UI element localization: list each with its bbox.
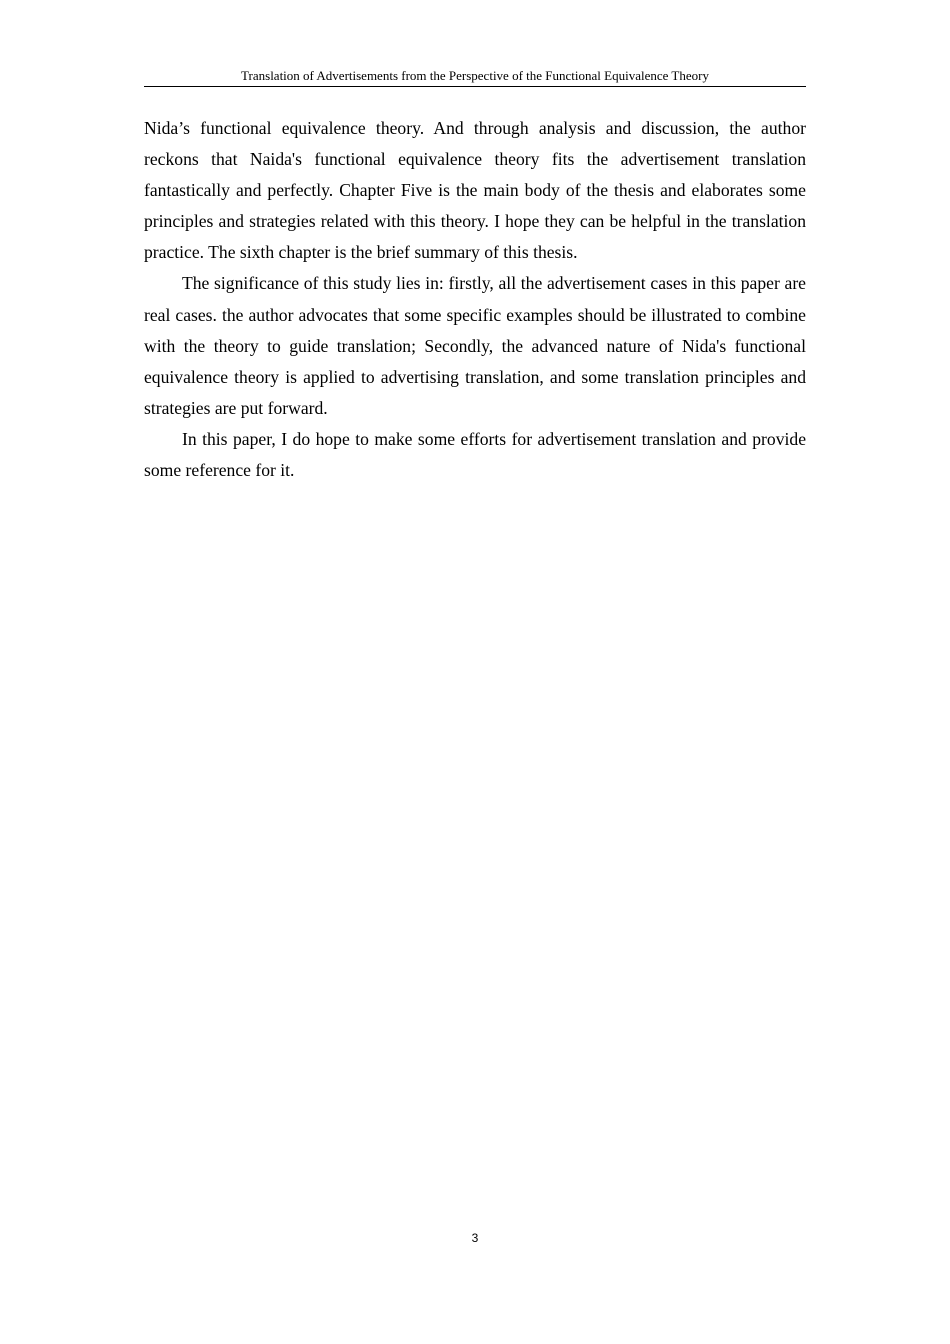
running-header: Translation of Advertisements from the Perspective of the Functional Equivalence Theory <box>144 67 806 87</box>
body-text <box>144 113 806 486</box>
paragraph-significance: The significance of this study lies in: firstly, all the advertisement cases in this paper are real cases. the author advocates that some specific examples should be illustrated to combine with the theory to guide translation; Secondly, the advanced nature of Nida's functional equivalence theory is applied to advertising translation, and some translation principles and strategies are put forward. <box>144 273 806 418</box>
paragraph-closing: In this paper, I do hope to make some efforts for advertisement translation and provide some reference for it. <box>144 428 806 481</box>
paragraph-continued: Nida’s functional equivalence theory. And through analysis and discussion, the author reckons that Naida's functional equivalence theory fits the advertisement translation fantastically and perfectly. Chapter Five is the main body of the thesis and elaborates some principles and strategies related with this theory. I hope they can be helpful in the translation practice. The sixth chapter is the brief summary of this thesis. <box>144 118 806 263</box>
page-number: 3 <box>471 1231 479 1245</box>
